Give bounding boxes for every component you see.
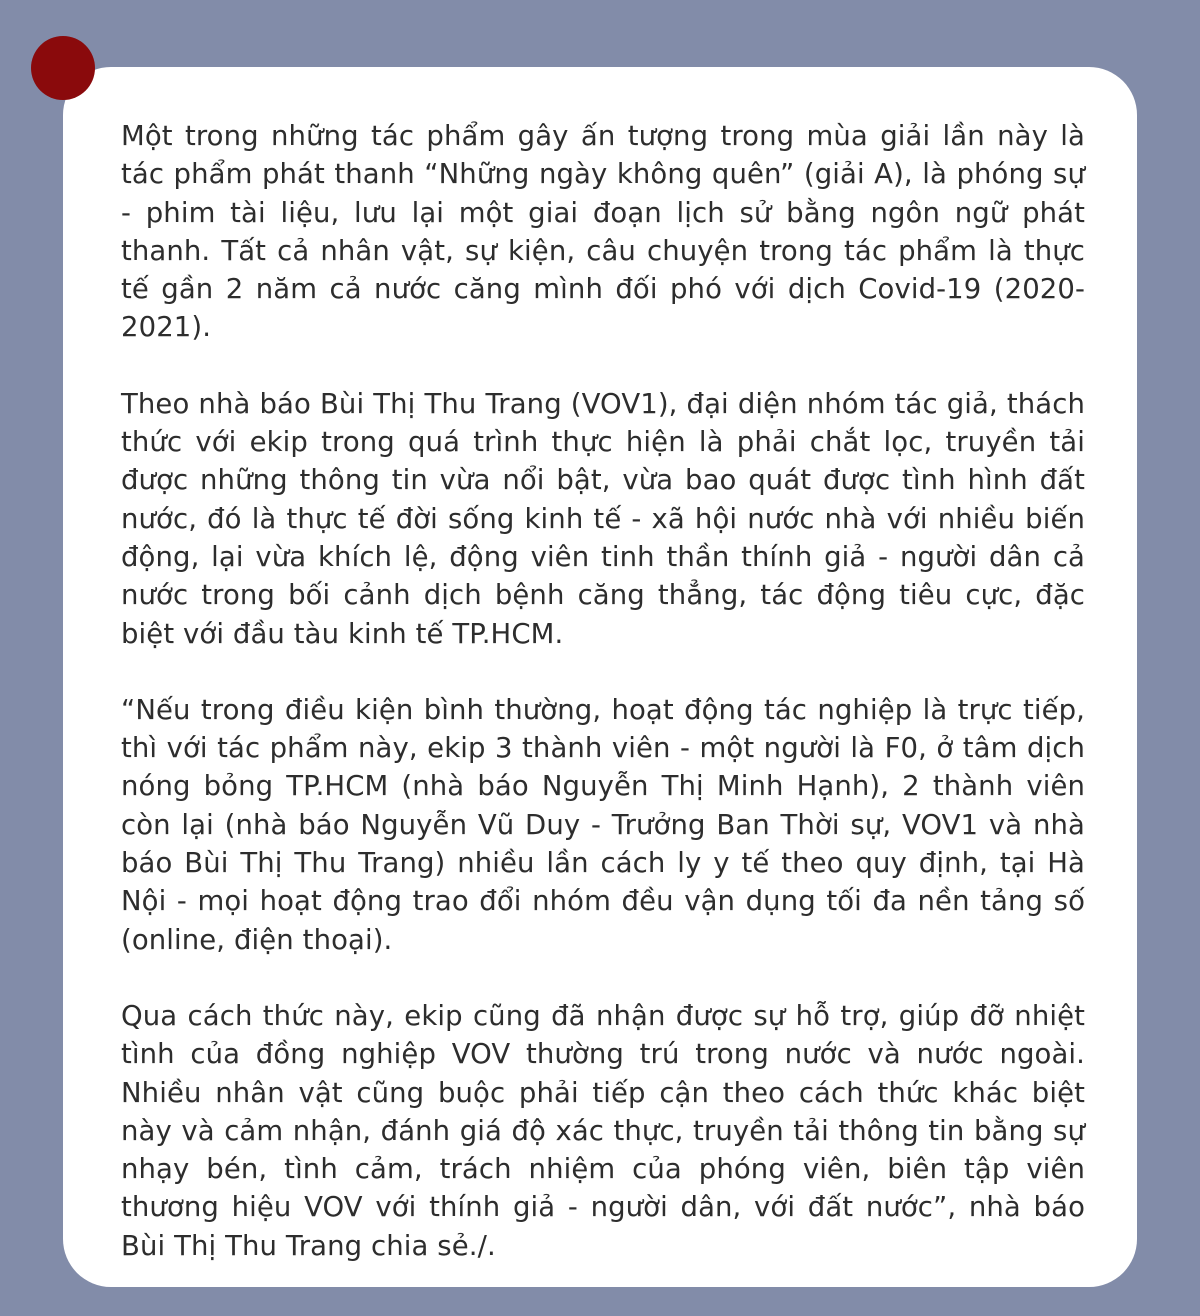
article-card: [63, 67, 1137, 1287]
article-paragraph-4: Qua cách thức này, ekip cũng đã nhận được sự hỗ trợ, giúp đỡ nhiệt tình của đồng nghiệp VOV thường trú trong nước và nước ngoài. Nhiều nhân vật cũng buộc phải tiếp cận theo cách thức khác biệt này và cảm nhận, đánh giá độ xác thực, truyền tải thông tin bằng sự nhạy bén, tình cảm, trách nhiệm của phóng viên, biên tập viên thương hiệu VOV với thính giả - người dân, với đất nước”, nhà báo Bùi Thị Thu Trang chia sẻ./.: [121, 999, 1085, 1262]
article-paragraph-1: Một trong những tác phẩm gây ấn tượng trong mùa giải lần này là tác phẩm phát thanh “Những ngày không quên” (giải A), là phóng sự - phim tài liệu, lưu lại một giai đoạn lịch sử bằng ngôn ngữ phát thanh. Tất cả nhân vật, sự kiện, câu chuyện trong tác phẩm là thực tế gần 2 năm cả nước căng mình đối phó với dịch Covid-19 (2020-2021).: [121, 120, 1085, 344]
accent-dot-icon: [31, 36, 95, 100]
article-paragraph-3: “Nếu trong điều kiện bình thường, hoạt động tác nghiệp là trực tiếp, thì với tác phẩm này, ekip 3 thành viên - một người là F0, ở tâm dịch nóng bỏng TP.HCM (nhà báo Nguyễn Thị Minh Hạnh), 2 thành viên còn lại (nhà báo Nguyễn Vũ Duy - Trưởng Ban Thời sự, VOV1 và nhà báo Bùi Thị Thu Trang) nhiều lần cách ly y tế theo quy định, tại Hà Nội - mọi hoạt động trao đổi nhóm đều vận dụng tối đa nền tảng số (online, điện thoại).: [121, 693, 1085, 956]
article-paragraph-2: Theo nhà báo Bùi Thị Thu Trang (VOV1), đại diện nhóm tác giả, thách thức với ekip trong quá trình thực hiện là phải chắt lọc, truyền tải được những thông tin vừa nổi bật, vừa bao quát được tình hình đất nước, đó là thực tế đời sống kinh tế - xã hội nước nhà với nhiều biến động, lại vừa khích lệ, động viên tinh thần thính giả - người dân cả nước trong bối cảnh dịch bệnh căng thẳng, tác động tiêu cực, đặc biệt với đầu tàu kinh tế TP.HCM.: [121, 387, 1085, 650]
